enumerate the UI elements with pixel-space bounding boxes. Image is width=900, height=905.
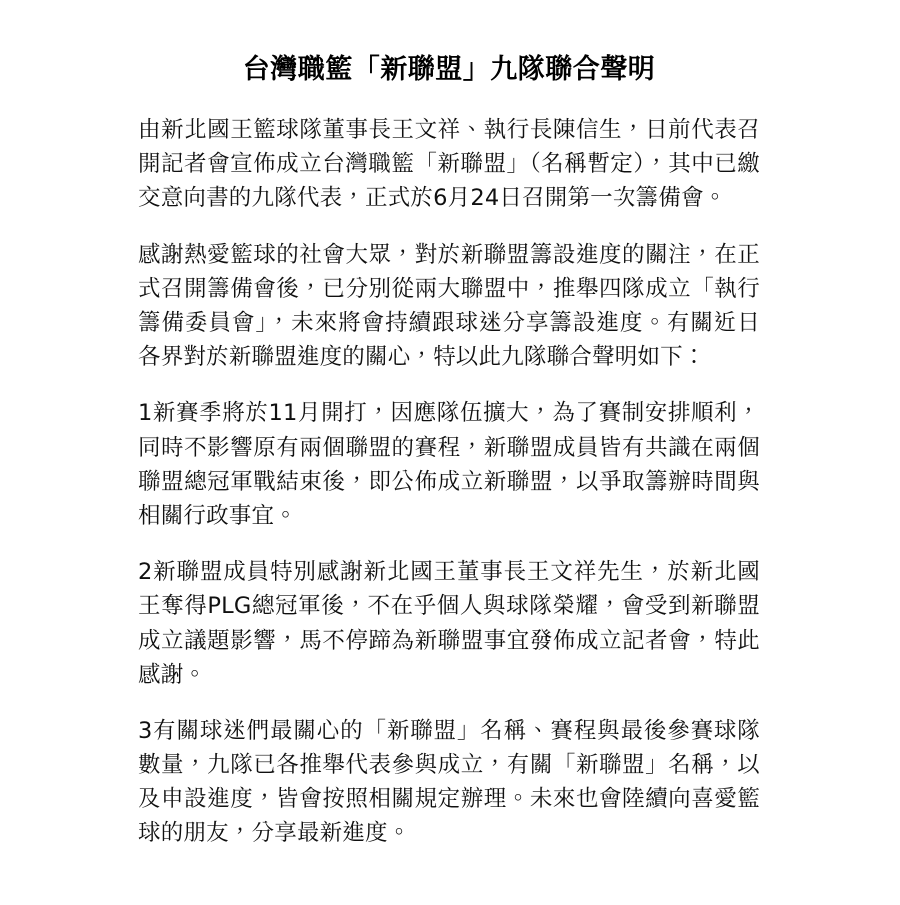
- page-title: 台灣職籃「新聯盟」九隊聯合聲明: [242, 54, 656, 85]
- statement-body: [138, 113, 760, 851]
- paragraph-item-1: 1新賽季將於11月開打，因應隊伍擴大，為了賽制安排順利，同時不影響原有兩個聯盟的賽程，新聯盟成員皆有共識在兩個聯盟總冠軍戰結束後，即公佈成立新聯盟，以爭取籌辦時間與相關行政事宜。: [138, 400, 760, 529]
- paragraph-intro: 由新北國王籃球隊董事長王文祥、執行長陳信生，日前代表召開記者會宣佈成立台灣職籃「新聯盟」（名稱暫定），其中已繳交意向書的九隊代表，正式於6月24日召開第一次籌備會。: [138, 117, 760, 212]
- paragraph-item-2: 2新聯盟成員特別感謝新北國王董事長王文祥先生，於新北國王奪得PLG總冠軍後，不在乎個人與球隊榮耀，會受到新聯盟成立議題影響，馬不停蹄為新聯盟事宜發佈成立記者會，特此感謝。: [138, 559, 760, 688]
- paragraph-thanks: 感謝熱愛籃球的社會大眾，對於新聯盟籌設進度的關注，在正式召開籌備會後，已分別從兩大聯盟中，推舉四隊成立「執行籌備委員會」，未來將會持續跟球迷分享籌設進度。有關近日各界對於新聯盟進度的關心，特以此九隊聯合聲明如下：: [138, 241, 760, 371]
- paragraph-item-3: 3有關球迷們最關心的「新聯盟」名稱、賽程與最後參賽球隊數量，九隊已各推舉代表參與成立，有關「新聯盟」名稱，以及申設進度，皆會按照相關規定辦理。未來也會陸續向喜愛籃球的朋友，分享最新進度。: [138, 717, 760, 847]
